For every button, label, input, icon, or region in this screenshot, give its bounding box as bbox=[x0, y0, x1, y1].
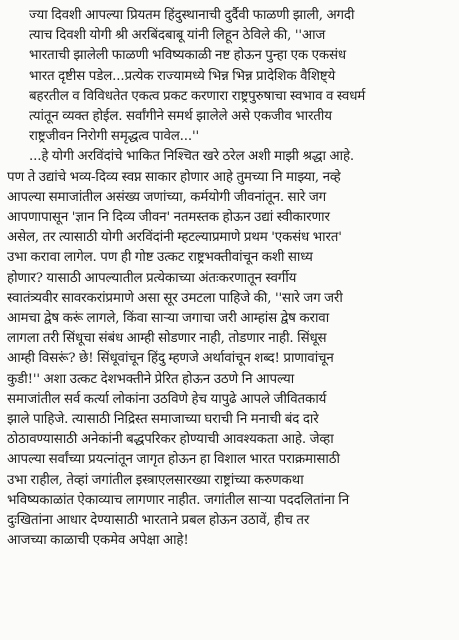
text-line: आपल्या समाजांतील असंख्य जणांच्या, कर्मयोगी जीवनांतून. सारे जग bbox=[7, 189, 327, 205]
text-line: आपणापासून 'ज्ञान नि दिव्य जीवन' नतमस्तक होऊन उद्यां स्वीकारणार bbox=[7, 210, 330, 226]
text-line: त्याच दिवशी योगी श्री अरबिंदबाबू यांनी लिहून ठेविले की, ''आज bbox=[29, 28, 326, 44]
text-line: आजच्या काळाची एकमेव अपेक्षा आहे! bbox=[7, 533, 189, 549]
text-line: दुःखितांना आधार देण्यासाठी भारताने प्रबल होऊन उठावें, हीच तर bbox=[7, 513, 310, 529]
text-line: असेल, तर त्यासाठी योगी अरविंदांनी म्हटल्याप्रमाणे प्रथम 'एकसंध भारत' bbox=[7, 230, 342, 246]
text-line: आम्ही विसरूं? छे! सिंधूवांचून हिंदु म्हणजे अर्थावांचून शब्द! प्राणावांचून bbox=[7, 351, 334, 367]
text-line: उभा राहील, तेव्हां जगांतील इस्त्राएलसारख्या राष्ट्रांच्या करुणकथा bbox=[7, 472, 304, 488]
body-paragraph bbox=[7, 147, 452, 551]
quote-paragraph bbox=[7, 6, 452, 147]
text-line: होणार? यासाठी आपल्यातील प्रत्येकाच्या अंतःकरणातून स्वर्गीय bbox=[7, 270, 297, 286]
text-line: पण ते उद्यांचे भव्य-दिव्य स्वप्न साकार होणार आहे तुमच्या नि माझ्या, नव्हे bbox=[7, 169, 341, 185]
text-line: भारत दृष्टीस पडेल...प्रत्येक राज्यामध्ये भिन्न भिन्न प्रादेशिक वैशिष्ट्ये bbox=[29, 68, 336, 84]
text-line: ...हे योगी अरविंदांचे भाकित निश्चित खरे ठरेल अशी माझी श्रद्धा आहे. bbox=[29, 149, 355, 165]
text-line: ज्या दिवशी आपल्या प्रियतम हिंदुस्थानाची दुर्दैवी फाळणी झाली, अगदी bbox=[29, 8, 355, 23]
text-line: समाजांतील सर्व कर्त्या लोकांना उठविणे हेच यापुढे आपले जीवितकार्य bbox=[7, 391, 327, 407]
text-line: भविष्यकाळांत ऐकाव्याच लागणार नाहीत. जगांतील साऱ्या पददलितांना नि bbox=[7, 492, 350, 508]
text-line: स्वातंत्र्यवीर सावरकरांप्रमाणे असा सूर उमटला पाहिजे की, ''सारे जग जरी bbox=[7, 290, 343, 306]
text-line: आपल्या सर्वांच्या प्रयत्नांतून जागृत होऊन हा विशाल भारत पराक्रमासाठी bbox=[7, 452, 340, 468]
text-line: उभा करावा लागेल. पण ही गोष्ट उत्कट राष्ट्रभक्तीवांचून कशी साध्य bbox=[7, 250, 313, 266]
text-line: ठोठावण्यासाठी अनेकांनी बद्धपरिकर होण्याची आवश्यकता आहे. जेव्हा bbox=[7, 432, 334, 448]
text-line: लागला तरी सिंधूचा संबंध आम्ही सोडणार नाही, तोडणार नाही. सिंधूस bbox=[7, 331, 327, 347]
text-line: आमचा द्वेष करूं लागले, किंवा साऱ्या जगाचा जरी आम्हांस द्वेष करावा bbox=[7, 311, 330, 327]
text-line: झाले पाहिजे. त्यासाठी निद्रिस्त समाजाच्या घराची नि मनाची बंद दारे bbox=[7, 412, 319, 428]
text-line: बहरतील व विविधतेत एकत्व प्रकट करणारा राष्ट्रपुरुषाचा स्वभाव व स्वधर्म bbox=[29, 88, 366, 104]
text-line: भारताची झालेली फाळणी भविष्यकाळी नष्ट होऊन पुन्हा एक एकसंध bbox=[29, 48, 346, 64]
text-line: त्यांतून व्यक्त होईल. सर्वांगीने समर्थ झालेले असे एकजीव भारतीय bbox=[29, 109, 332, 125]
text-line: राष्ट्रजीवन निरोगी समृद्धत्व पावेल...'' bbox=[29, 129, 200, 145]
text-line: कुडी!'' अशा उत्कट देशभक्तीने प्रेरित होऊन उठणे नि आपल्या bbox=[7, 371, 295, 387]
